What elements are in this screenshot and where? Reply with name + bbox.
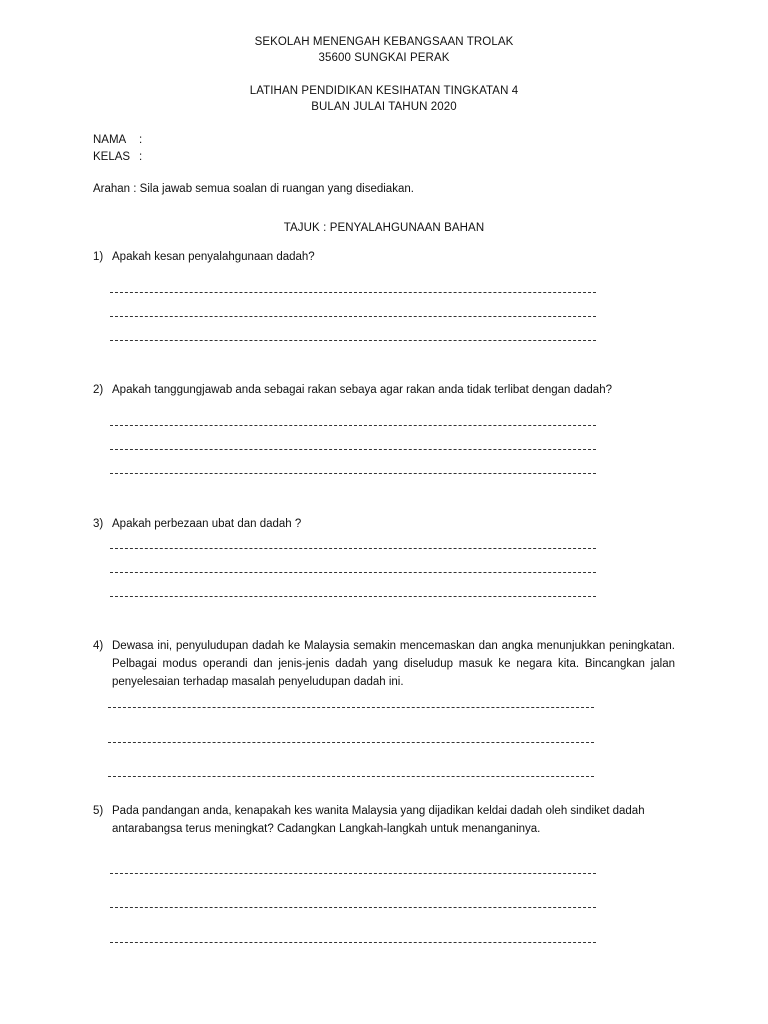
question-2 — [93, 381, 675, 399]
question-number: 5) — [93, 805, 104, 817]
answer-line[interactable] — [110, 292, 596, 293]
answer-line[interactable] — [110, 473, 596, 474]
answer-line[interactable] — [110, 340, 596, 341]
answer-line[interactable] — [108, 742, 594, 743]
question-text: Apakah tanggungjawab anda sebagai rakan sebaya agar rakan anda tidak terlibat dengan dadah? — [112, 384, 612, 396]
answer-line[interactable] — [110, 548, 596, 549]
answer-line[interactable] — [108, 776, 594, 777]
school-name: SEKOLAH MENENGAH KEBANGSAAN TROLAK — [254, 36, 514, 48]
question-text: Dewasa ini, penyuludupan dadah ke Malaysia semakin mencemaskan dan angka menunjukkan peningkatan. Pelbagai modus operandi dan jenis-jenis dadah yang diseludup masuk ke negara kita. Bincangkan jalan penyelesaian terhadap masalah penyeludupan dadah ini. — [112, 640, 675, 688]
answer-line[interactable] — [110, 572, 596, 573]
answer-line[interactable] — [110, 907, 596, 908]
question-number: 2) — [93, 384, 104, 396]
instruction-text: Arahan : Sila jawab semua soalan di ruangan yang disediakan. — [93, 183, 414, 195]
answer-line[interactable] — [110, 316, 596, 317]
question-1 — [93, 248, 675, 266]
answer-line[interactable] — [108, 707, 594, 708]
question-number: 4) — [93, 640, 104, 652]
topic-heading: TAJUK : PENYALAHGUNAAN BAHAN — [283, 222, 485, 234]
month-year: BULAN JULAI TAHUN 2020 — [311, 101, 457, 113]
answer-line[interactable] — [110, 425, 596, 426]
question-number: 1) — [93, 251, 104, 263]
question-4 — [93, 637, 675, 691]
answer-line[interactable] — [110, 596, 596, 597]
exercise-title: LATIHAN PENDIDIKAN KESIHATAN TINGKATAN 4 — [249, 85, 519, 97]
question-number: 3) — [93, 518, 104, 530]
name-field-label: NAMA — [93, 134, 127, 146]
question-3 — [93, 515, 675, 533]
question-5 — [93, 802, 675, 838]
question-text: Apakah perbezaan ubat dan dadah ? — [112, 518, 302, 530]
answer-line[interactable] — [110, 942, 596, 943]
name-field-separator: : — [139, 134, 143, 146]
class-field-label: KELAS — [93, 151, 131, 163]
question-text: Apakah kesan penyalahgunaan dadah? — [112, 251, 315, 263]
class-field-separator: : — [139, 151, 143, 163]
question-text: Pada pandangan anda, kenapakah kes wanita Malaysia yang dijadikan keldai dadah oleh sindiket dadah antarabangsa terus meningkat? Cadangkan Langkah-langkah untuk menanganinya. — [112, 805, 645, 835]
answer-line[interactable] — [110, 449, 596, 450]
school-address: 35600 SUNGKAI PERAK — [318, 52, 450, 64]
answer-line[interactable] — [110, 873, 596, 874]
